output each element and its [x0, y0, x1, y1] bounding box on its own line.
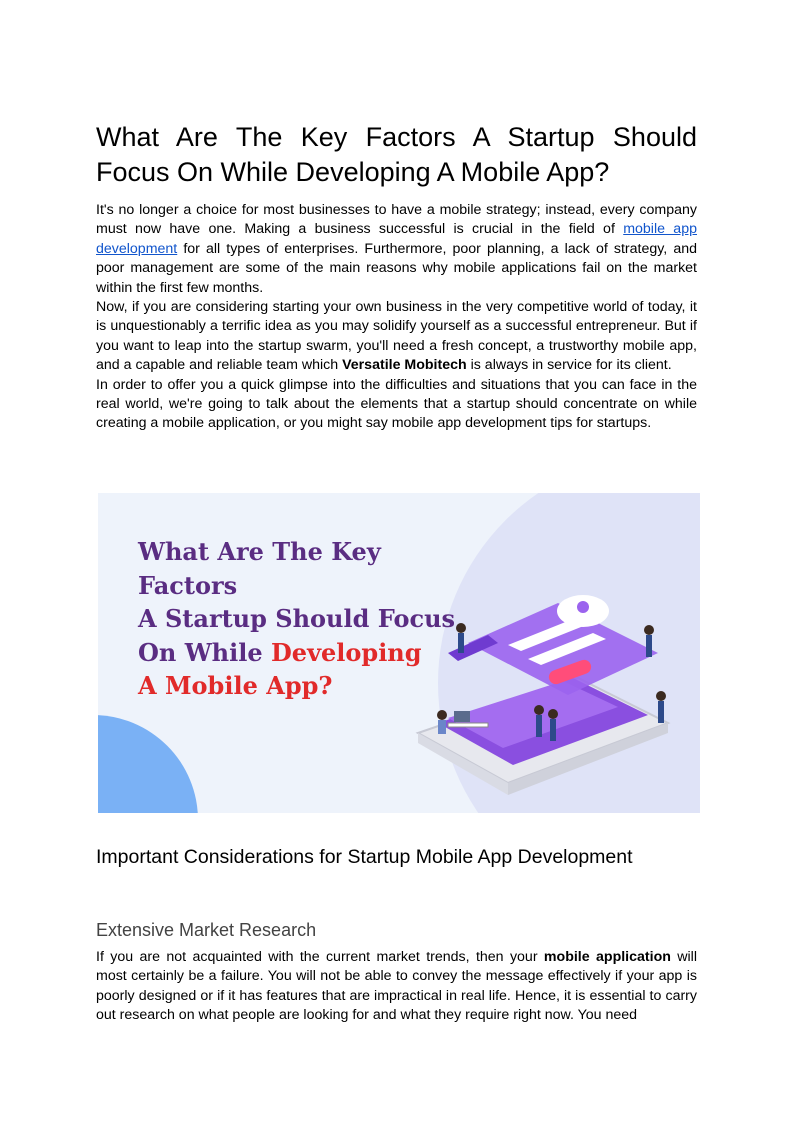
- intro-text: [96, 201, 697, 434]
- versatile-mobitech-bold: Versatile Mobitech: [342, 357, 467, 374]
- market-research-paragraph: [96, 948, 697, 1026]
- mr-text-b: will most certainly be a failure. You will not be able to convey the message effectively if your app is poorly designed or if it has features that are impractical in real life. Hence, it is essential to carry out research on what people are looking for and what they require right now. You need: [96, 949, 697, 1024]
- p2-text-b: is always in service for its client.: [466, 357, 672, 374]
- section-heading: Important Considerations for Startup Mobile App Development: [96, 846, 633, 868]
- p2-text-a: Now, if you are considering starting your own business in the very competitive world of today, it is unquestionably a terrific idea as you may solidify yourself as a successful entrepreneur. But if you want to leap into the startup swarm, you'll need a fresh concept, a trustworthy mobile app, and a capable and reliable team which: [96, 299, 697, 374]
- title-line-2: Focus On While Developing A Mobile App?: [96, 157, 610, 187]
- banner-blue-shape: [98, 715, 198, 813]
- banner-line-1: What Are The Key Factors: [138, 537, 381, 600]
- section-subheading: Extensive Market Research: [96, 920, 317, 940]
- banner-line-3a: On While: [138, 637, 271, 667]
- banner-line-2: A Startup Should Focus: [138, 604, 456, 633]
- mobile-application-bold: mobile application: [543, 949, 671, 965]
- hero-banner-image: [98, 493, 700, 813]
- phone-illustration-icon: [358, 583, 688, 803]
- banner-line-4: A Mobile App?: [138, 671, 333, 700]
- mobile-app-development-link[interactable]: mobile app development: [96, 221, 697, 257]
- intro-paragraph-2: [96, 298, 697, 376]
- mr-text-a: If you are not acquainted with the current market trends, then your: [96, 949, 544, 965]
- banner-line-3-red: Developing: [270, 637, 422, 667]
- intro-paragraph-3: In order to offer you a quick glimpse into the difficulties and situations that you can face in the real world, we're going to talk about the elements that a startup should concentrate on while creating a mobile application, or you might say mobile app development tips for startups.: [96, 376, 697, 432]
- title-line-1: What Are The Key Factors A Startup Should: [96, 122, 697, 152]
- p1-text-b: for all types of enterprises. Furthermore, poor planning, a lack of strategy, and poor management are some of the main reasons why mobile applications fail on the market within the first few months.: [96, 240, 697, 296]
- article-title: [96, 120, 697, 190]
- intro-paragraph-1: [96, 201, 697, 298]
- p1-text-a: It's no longer a choice for most businesses to have a mobile strategy; instead, every company must now have one. Making a business successful is crucial in the field of: [96, 202, 697, 238]
